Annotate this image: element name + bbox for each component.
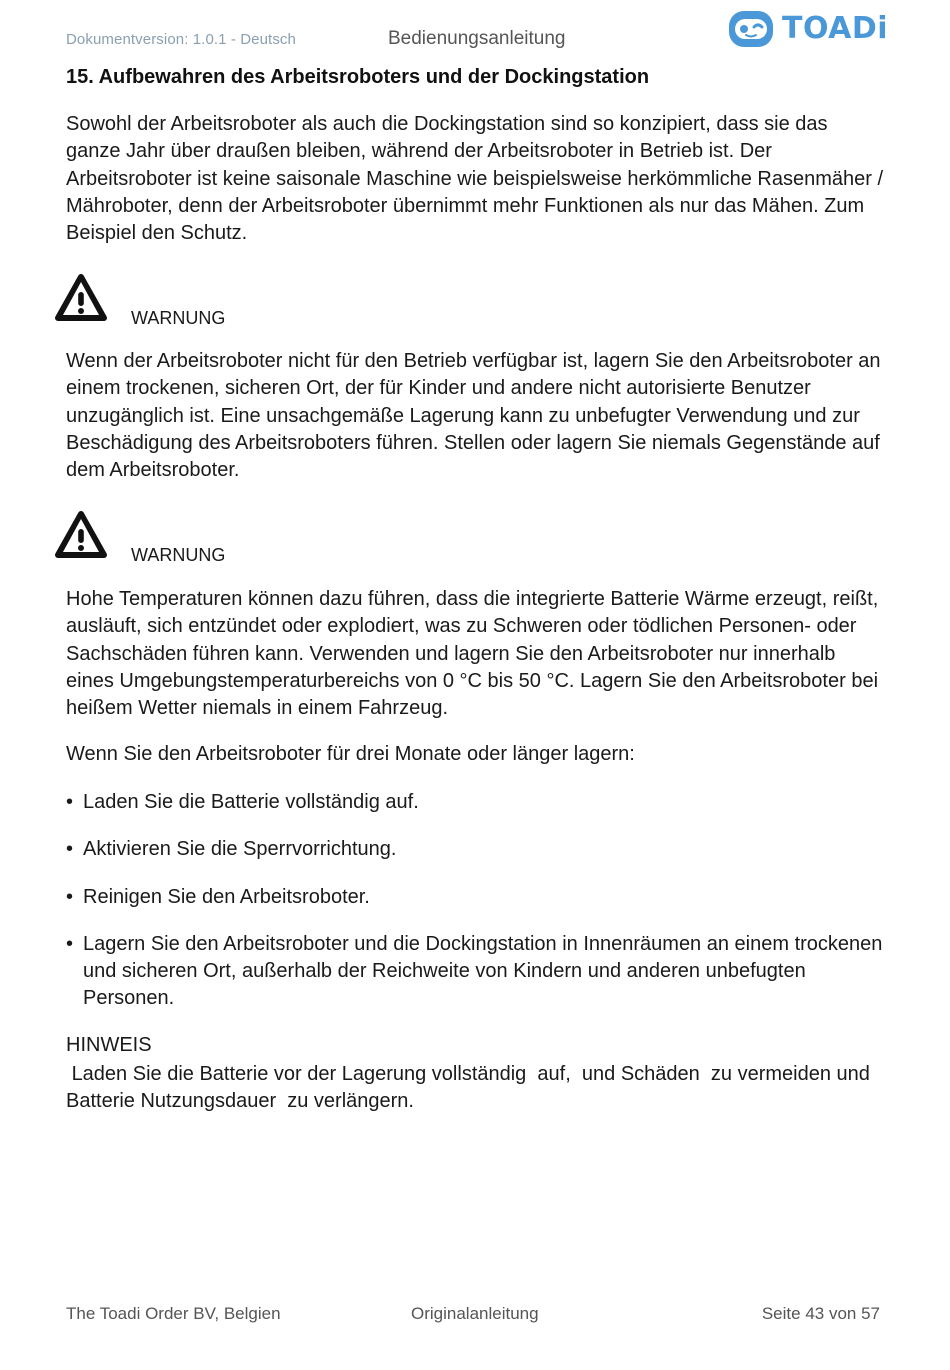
list-item-text: Aktivieren Sie die Sperrvorrichtung. [83, 838, 397, 861]
bullet-icon: • [66, 791, 74, 813]
robot-face-icon [726, 8, 776, 50]
storage-intro: Wenn Sie den Arbeitsroboter für drei Monate oder länger lagern: [66, 743, 635, 765]
bullet-icon: • [66, 838, 74, 861]
list-item [66, 836, 886, 863]
list-item [66, 884, 886, 911]
warning-label: WARNUNG [131, 308, 226, 328]
section-intro: Sowohl der Arbeitsroboter als auch die Dockingstation sind so konzipiert, dass sie das ganze Jahr über draußen bleiben, während der Arbeitsroboter in Betrieb ist. Der Arbeitsroboter ist keine saisonale Maschine wie beispielsweise herkömmliche Rasenmäher / Mähroboter, denn der Arbeitsroboter übernimmt mehr Funktionen als nur das Mähen. Zum Beispiel den Schutz. [66, 113, 884, 245]
footer-company: The Toadi Order BV, Belgien [66, 1304, 281, 1323]
document-version: Dokumentversion: 1.0.1 - Deutsch [66, 31, 296, 48]
list-item-text: Laden Sie die Batterie vollständig auf. [83, 791, 419, 813]
warning-text: Hohe Temperaturen können dazu führen, dass die integrierte Batterie Wärme erzeugt, reißt, ausläuft, sich entzündet oder explodiert, was zu Schweren oder tödlichen Personen- oder Sachschäden führen kann. Verwenden und lagern Sie den Arbeitsroboter nur innerhalb eines Umgebungstemperaturbereichs von 0 °C bis 50 °C. Lagern Sie den Arbeitsroboter bei heißem Wetter niemals in einem Fahrzeug. [66, 588, 879, 720]
list-item-text: Reinigen Sie den Arbeitsroboter. [83, 885, 370, 908]
toadi-logo [726, 8, 889, 50]
section-title: 15. Aufbewahren des Arbeitsroboters und der Dockingstation [66, 66, 650, 88]
list-item [66, 789, 886, 816]
warning-text: Wenn der Arbeitsroboter nicht für den Betrieb verfügbar ist, lagern Sie den Arbeitsroboter an einem trockenen, sicheren Ort, der für Kinder und andere nicht autorisierte Benutzer unzugänglich ist. Eine unsachgemäße Lagerung kann zu unbefugter Verwendung und zur Beschädigung des Arbeitsroboters führen. Stellen oder lagern Sie niemals Gegenstände auf dem Arbeitsroboter. [66, 350, 881, 482]
bullet-icon: • [66, 932, 74, 955]
hint-text: Laden Sie die Batterie vor der Lagerung vollständig auf, und Schäden zu vermeiden und Batterie Nutzungsdauer zu verlängern. [66, 1063, 881, 1113]
hint-label: HINWEIS [66, 1034, 152, 1056]
list-item [66, 931, 886, 1013]
warning-label: WARNUNG [131, 545, 226, 565]
warning-triangle-icon [52, 507, 110, 565]
list-item-text: Lagern Sie den Arbeitsroboter und die Dockingstation in Innenräumen an einem trockenen und sicheren Ort, außerhalb der Reichweite von Kindern und anderen unbefugten Personen. [83, 932, 883, 1010]
logo-text: TOADi [782, 11, 889, 46]
storage-steps-list [66, 789, 886, 1033]
footer-document-type: Originalanleitung [411, 1304, 539, 1323]
warning-triangle-icon [52, 270, 110, 328]
page-number: Seite 43 von 57 [761, 1304, 880, 1323]
document-type-title: Bedienungsanleitung [388, 28, 566, 49]
bullet-icon: • [66, 885, 74, 908]
